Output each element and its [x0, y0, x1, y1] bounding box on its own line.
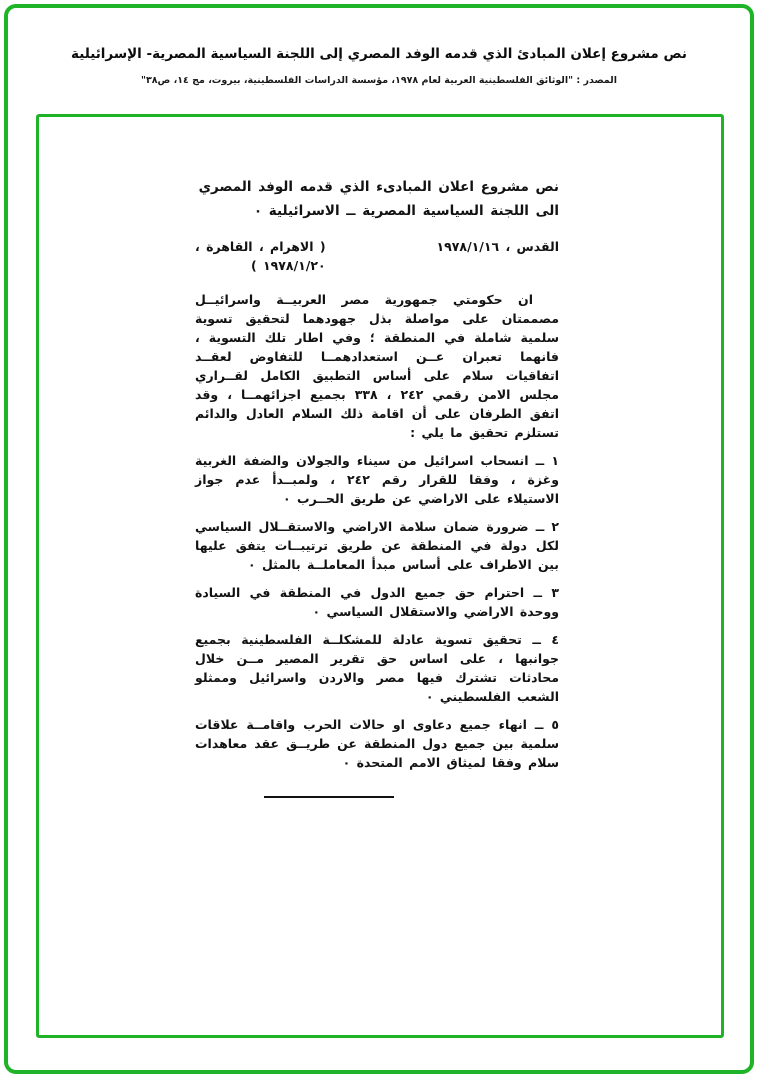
paragraph-item-1: ١ ــ انسحاب اسرائيل من سيناء والجولان والضفة الغربية وغزة ، وفقا للقرار رقم ٢٤٢ ، ولمبــدأ عدم جواز الاستيلاء على الاراضي عن طريق الحــرب ٠	[195, 453, 559, 507]
document-title	[195, 175, 559, 224]
page-title: نص مشروع إعلان المبادئ الذي قدمه الوفد المصري إلى اللجنة السياسية المصرية- الإسرائيلية	[71, 46, 687, 62]
paragraph-item-3: ٣ ــ احترام حق جميع الدول في المنطقة في السيادة ووحدة الاراضي والاستقلال السياسي ٠	[195, 585, 559, 620]
document-title-line2: الى اللجنة السياسية المصرية ــ الاسرائيلية ٠	[253, 203, 559, 220]
paragraph-item-2: ٢ ــ ضرورة ضمان سلامة الاراضي والاستقــلال السياسي لكل دولة في المنطقة عن طريق ترتيبــات يتفق عليها بين الاطراف على أساس مبدأ المعاملــة بالمثل ٠	[195, 519, 559, 573]
paragraph-item-4: ٤ ــ تحقيق تسوية عادلة للمشكلــة الفلسطينية بجميع جوانبها ، على اساس حق تقرير المصير مــن خلال محادثات تشترك فيها مصر والاردن واسرائيل وممثلو الشعب الفلسطيني ٠	[195, 632, 559, 705]
dateline-place-date: القدس ، ١٩٧٨/١/١٦	[436, 238, 559, 254]
paragraph-item-5: ٥ ــ انهاء جميع دعاوى او حالات الحرب واقامــة علاقات سلمية بين جميع دول المنطقة عن طريــق عقد معاهدات سلام وفقا لميثاق الامم المتحدة ٠	[195, 717, 559, 771]
document-scan	[36, 114, 724, 1038]
publication-line1: ( الاهرام ، القاهرة ،	[195, 238, 326, 254]
dateline-publication	[195, 237, 326, 276]
page-header	[0, 46, 758, 86]
publication-line2: ١٩٧٨/١/٢٠ )	[250, 257, 326, 273]
dateline	[195, 237, 559, 276]
bottom-divider	[264, 796, 394, 798]
source-line: المصدر : "الوثائق الفلسطينية العربية لعام ١٩٧٨، مؤسسة الدراسات الفلسطينية، بيروت، مج ١٤، ص٣٨"	[140, 75, 617, 86]
document-title-line1: نص مشروع اعلان المبادىء الذي قدمه الوفد المصري	[198, 179, 559, 195]
document-body	[195, 290, 559, 772]
paragraph-intro: ان حكومتي جمهورية مصر العربيــة واسرائيــل مصممتان على مواصلة بذل جهودهما لتحقيق تسوية سلمية شاملة في المنطقة ؛ وفي اطار تلك التسوية ، فانهما تعبران عــن استعدادهمــا للتفاوض لعقــد اتفاقيات سلام على أساس التطبيق الكامل لقــراري مجلس الامن رقمي ٢٤٢ ، ٣٣٨ بجميع اجزائهمــا ، وقد اتفق الطرفان على أن اقامة ذلك السلام العادل والدائم تستلزم تحقيق ما يلي :	[195, 292, 559, 441]
document-text	[195, 175, 559, 798]
